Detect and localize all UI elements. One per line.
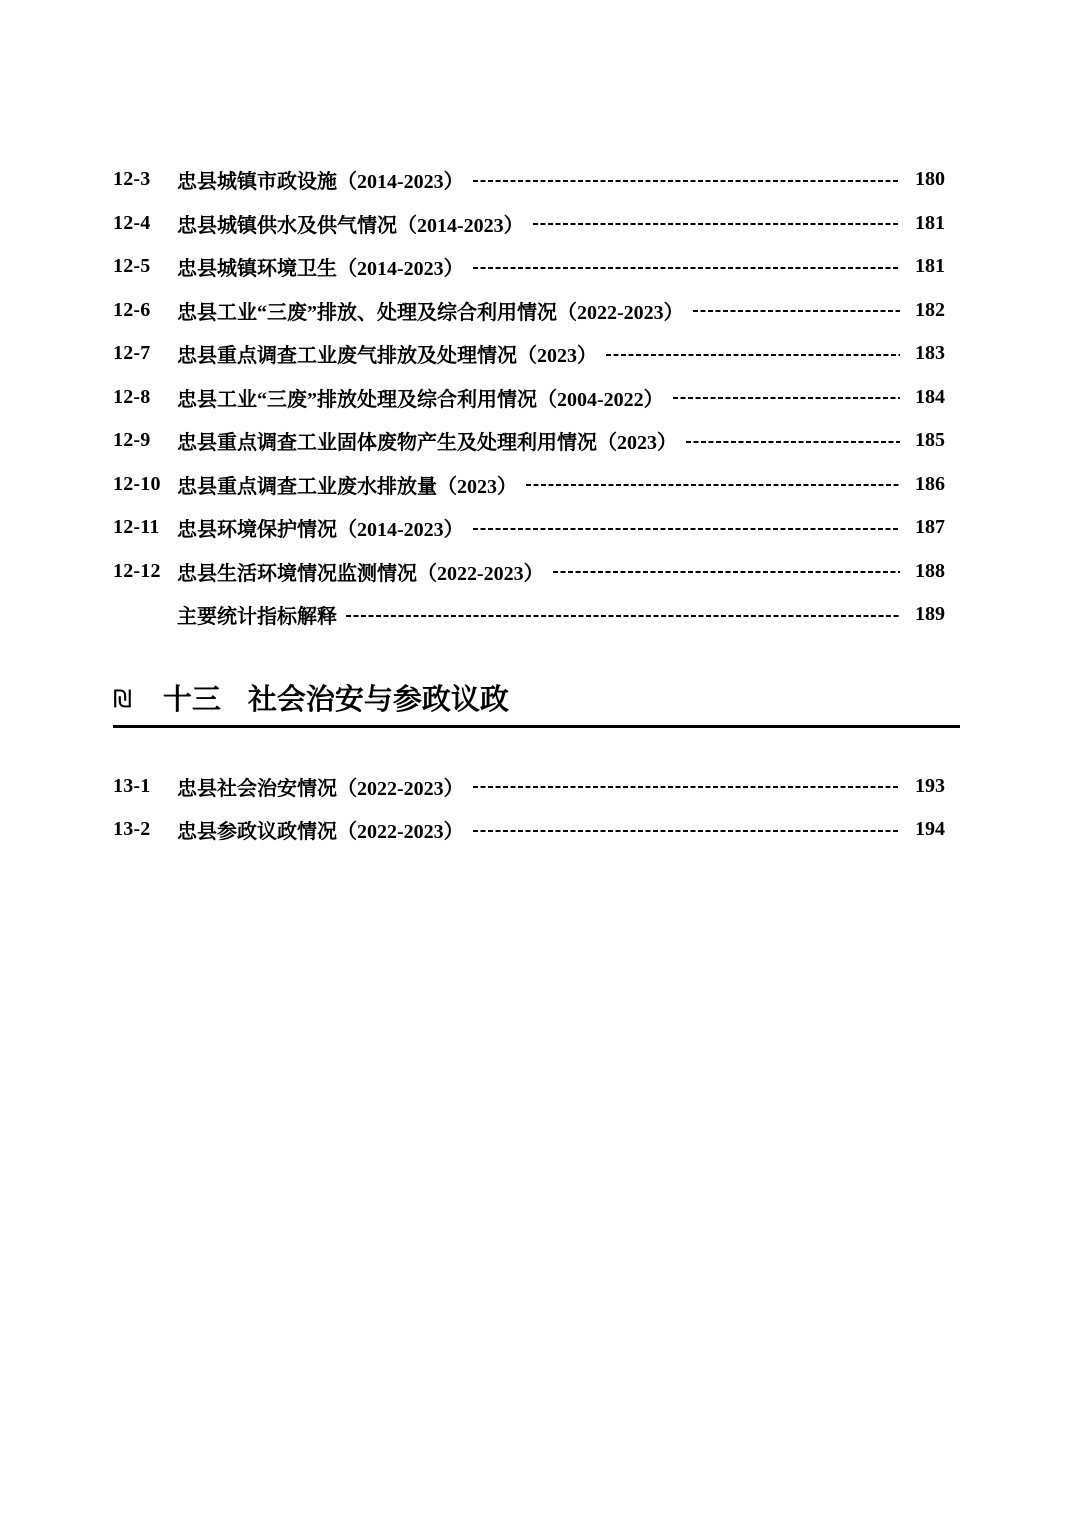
entry-page-number: 185	[915, 429, 945, 452]
entry-page-number: 183	[915, 342, 945, 365]
toc-entry	[113, 332, 945, 376]
entry-page-number: 188	[915, 559, 945, 582]
chapter-title: 社会治安与参政议政	[247, 683, 509, 716]
entry-title: 忠县参政议政情况（2022-2023）	[177, 821, 464, 844]
entry-title: 忠县重点调查工业废气排放及处理情况（2023）	[177, 345, 597, 368]
entry-page-number: 181	[915, 211, 945, 234]
entry-page-number: 181	[915, 255, 945, 278]
dash-leader	[553, 571, 900, 573]
entry-page-number: 187	[915, 516, 945, 539]
entry-number: 12-7	[113, 342, 151, 365]
entry-page-number: 193	[915, 774, 945, 797]
entry-number: 12-3	[113, 168, 151, 191]
entry-page-number: 194	[915, 818, 945, 841]
entry-page-number: 189	[915, 603, 945, 626]
entry-number: 12-9	[113, 429, 151, 452]
toc-entry	[113, 550, 945, 594]
dash-leader	[473, 830, 900, 832]
dash-leader	[346, 615, 900, 617]
toc-entry	[113, 506, 945, 550]
entry-number: 12-8	[113, 385, 151, 408]
toc-section-12	[113, 158, 945, 637]
entry-number: 12-11	[113, 516, 160, 539]
entry-page-number: 186	[915, 472, 945, 495]
toc-entry	[113, 202, 945, 246]
toc-entry-indicator-notes	[113, 593, 945, 637]
chapter-heading	[113, 683, 960, 717]
entry-title: 忠县生活环境情况监测情况（2022-2023）	[177, 562, 544, 585]
toc-entry	[113, 463, 945, 507]
toc-section-13	[113, 765, 945, 852]
dash-leader	[473, 267, 900, 269]
entry-title: 主要统计指标解释	[177, 606, 337, 629]
toc-entry	[113, 808, 945, 852]
dash-leader	[526, 484, 900, 486]
entry-title: 忠县社会治安情况（2022-2023）	[177, 777, 464, 800]
dash-leader	[693, 310, 900, 312]
entry-title: 忠县重点调查工业固体废物产生及处理利用情况（2023）	[177, 432, 677, 455]
dash-leader	[673, 397, 900, 399]
toc-entry	[113, 376, 945, 420]
entry-number: 12-5	[113, 255, 151, 278]
entry-number: 12-10	[113, 472, 161, 495]
dash-leader	[473, 180, 900, 182]
entry-title: 忠县工业“三废”排放处理及综合利用情况（2004-2022）	[177, 388, 664, 411]
entry-title: 忠县环境保护情况（2014-2023）	[177, 519, 464, 542]
entry-page-number: 180	[915, 168, 945, 191]
dash-leader	[606, 354, 900, 356]
toc-content	[113, 158, 960, 852]
dash-leader	[686, 441, 900, 443]
entry-page-number: 182	[915, 298, 945, 321]
dash-leader	[533, 223, 900, 225]
toc-entry	[113, 158, 945, 202]
chapter-number: 十三	[162, 683, 221, 716]
chapter-heading-rule	[113, 725, 960, 728]
entry-title: 忠县城镇供水及供气情况（2014-2023）	[177, 214, 524, 237]
entry-page-number: 184	[915, 385, 945, 408]
chapter-ornament-icon: ₪	[113, 684, 132, 713]
entry-number: 13-1	[113, 774, 151, 797]
entry-number: 12-6	[113, 298, 151, 321]
dash-leader	[473, 786, 900, 788]
entry-number: 12-12	[113, 559, 161, 582]
toc-entry	[113, 245, 945, 289]
entry-title: 忠县城镇环境卫生（2014-2023）	[177, 258, 464, 281]
entry-number: 12-4	[113, 211, 151, 234]
entry-number: 13-2	[113, 818, 151, 841]
toc-entry	[113, 289, 945, 333]
toc-entry	[113, 419, 945, 463]
toc-entry	[113, 765, 945, 809]
dash-leader	[473, 528, 900, 530]
entry-title: 忠县重点调查工业废水排放量（2023）	[177, 475, 517, 498]
entry-title: 忠县城镇市政设施（2014-2023）	[177, 171, 464, 194]
entry-title: 忠县工业“三废”排放、处理及综合利用情况（2022-2023）	[177, 301, 684, 324]
